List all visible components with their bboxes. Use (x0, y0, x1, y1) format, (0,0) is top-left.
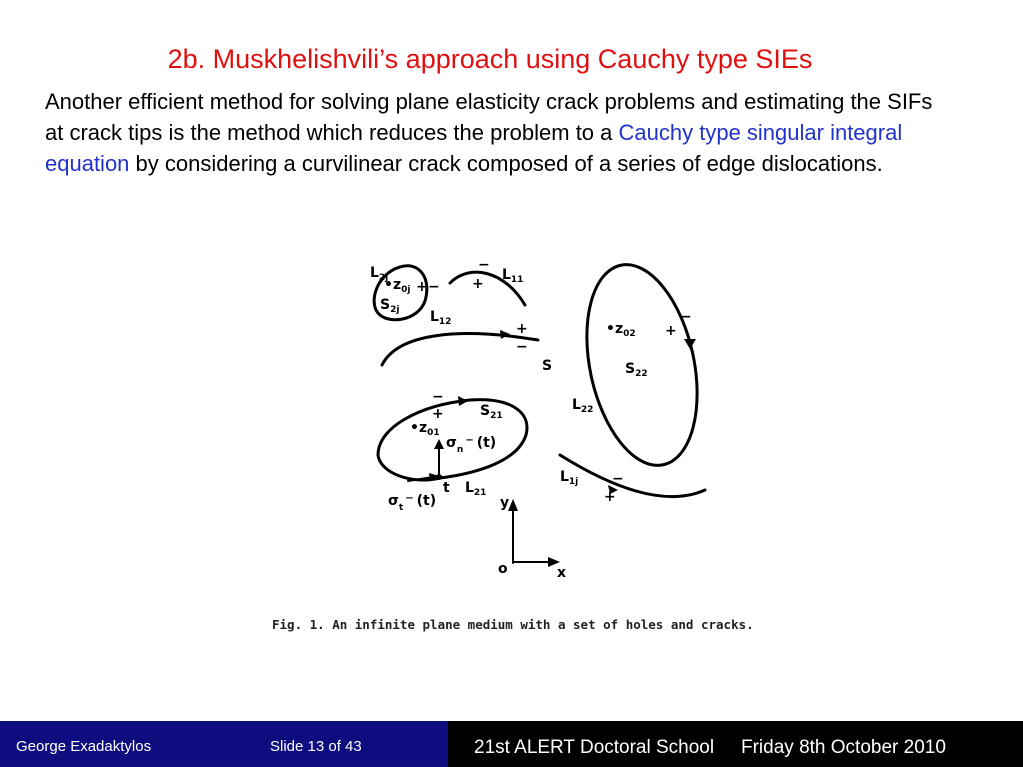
label-s: S (542, 358, 553, 374)
label-z02: $•z_{02}$ (606, 321, 636, 339)
x-axis-label: x (557, 565, 567, 581)
label-l21: $L_{21}$ (465, 480, 487, 498)
y-axis-label: y (500, 495, 510, 511)
footer-bar (0, 721, 1023, 767)
figure-caption: Fig. 1. An infinite plane medium with a set of holes and cracks. (272, 617, 754, 632)
hole-s21-arrow (458, 396, 468, 406)
hole-s22-plus: + (665, 323, 677, 339)
label-s21: $S_{21}$ (480, 403, 503, 421)
crack-l1j (560, 455, 705, 497)
hole-s22-arrow (684, 339, 696, 349)
hole-s2j-plus: + (416, 279, 428, 295)
hole-s22-contour (570, 255, 714, 476)
label-sigma-t: $\sigma_t^-$ (t) (388, 493, 437, 513)
crack-l11-minus: − (478, 257, 490, 273)
label-s22: $S_{22}$ (625, 361, 648, 379)
highlighted-term: Cauchy type singular integral equation (45, 120, 903, 176)
footer-event: 21st ALERT Doctoral School (474, 737, 715, 758)
y-axis-arrowhead (508, 499, 518, 511)
hole-s2j-minus: − (428, 279, 440, 295)
crack-l1j-plus: + (604, 489, 616, 505)
hole-s21-plus: + (432, 406, 444, 422)
label-t: t (443, 480, 450, 496)
crack-l12-minus: − (516, 339, 528, 355)
origin-label: o (498, 561, 508, 577)
label-l11: $L_{11}$ (502, 267, 524, 285)
footer-date: Friday 8th October 2010 (741, 737, 946, 758)
footer-left-panel (0, 721, 448, 767)
label-l12: $L_{12}$ (430, 309, 452, 327)
crack-l1j-minus: − (612, 471, 624, 487)
hole-s21-minus: − (432, 389, 444, 405)
slide-title: 2b. Muskhelishvili’s approach using Cauchy type SIEs (167, 44, 813, 74)
crack-l12 (382, 334, 538, 365)
label-l22: $L_{22}$ (572, 397, 594, 415)
crack-l11-plus: + (472, 276, 484, 292)
hole-s22-minus: − (680, 309, 692, 325)
footer-slide-number: Slide 13 of 43 (270, 738, 362, 755)
figure-diagram (360, 255, 720, 585)
label-l1j: $L_{1j}$ (560, 469, 579, 487)
label-z0j: $•z_{0j}$ (384, 277, 411, 295)
sigma-n-arrowhead (434, 439, 444, 449)
paragraph-part-2: by considering a curvilinear crack composed of a series of edge dislocations. (129, 151, 883, 176)
label-l2j: $L_{2j}$ (370, 265, 389, 283)
label-z01: $•z_{01}$ (410, 420, 440, 438)
paragraph-part-1: Another efficient method for solving plane elasticity crack problems and estimating the SIFs at crack tips is the method which reduces the problem to a (45, 89, 933, 145)
figure-holes-and-cracks (360, 255, 720, 585)
label-s2j: $S_{2j}$ (380, 297, 400, 315)
footer-author: George Exadaktylos (16, 738, 152, 755)
label-sigma-n: $\sigma_n^-$ (t) (446, 435, 497, 455)
crack-l12-arrow (500, 330, 510, 339)
crack-l12-plus: + (516, 321, 528, 337)
body-paragraph (45, 86, 945, 179)
